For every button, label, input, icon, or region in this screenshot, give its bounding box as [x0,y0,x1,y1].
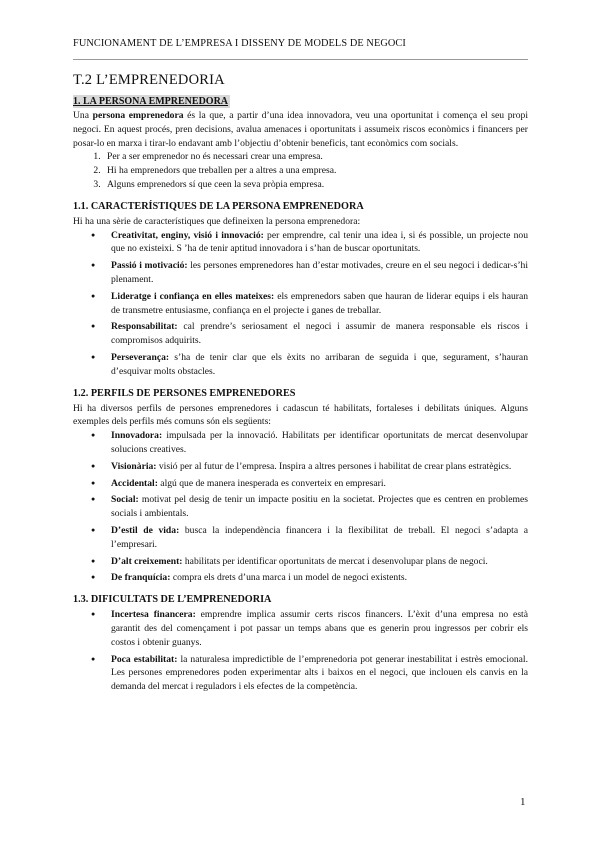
list-item: 2. Hi ha emprenedors que treballen per a altres a una empresa. [103,164,528,178]
section-1-2-heading: 1.2. PERFILS DE PERSONES EMPRENEDORES [73,387,296,399]
section-1-2-intro: Hi ha diversos perfils de persones emprenedores i cadascun té habilitats, fortaleses i debilitats úniques. Alguns exemples dels perfils més comuns són els següents: [73,402,528,428]
bullet-item: ● Social: motivat pel desig de tenir un impacte positiu en la societat. Projectes que es centren en problemes socials i ambientals. [111,493,528,521]
bullet-item: ● Passió i motivació: les persones emprenedores han d’estar motivades, creure en el seu negoci i dedicar-s’hi plenament. [111,259,528,287]
bullet-item: ● D’estil de vida: busca la independència financera i la flexibilitat de treball. El negoci s’adapta a l’empresari. [111,524,528,552]
section-1-3-heading: 1.3. DIFICULTATS DE L’EMPRENEDORIA [73,594,272,606]
bullet-item: ● Incertesa financera: emprendre implica assumir certs riscos financers. L’èxit d’una empresa no està garantit des del començament i pot passar un temps abans que es generin prou ingressos per cobrir els costos i obtenir guanys. [111,608,528,649]
section-1-1-heading: 1.1. CARACTERÍSTIQUES DE LA PERSONA EMPRENEDORA [73,200,364,212]
list-item: 1. Per a ser emprenedor no és necessari crear una empresa. [103,150,528,164]
bullet-item: ● D’alt creixement: habilitats per identificar oportunitats de mercat i desenvolupar plans de negoci. [111,555,528,569]
bullet-item: ● Creativitat, enginy, visió i innovació: per emprendre, cal tenir una idea i, si és possible, un projecte nou que no existeixi. S ’ha de tenir aptitud innovadora i s’han de buscar oportunitats. [111,229,528,257]
list-item: 3. Alguns emprenedors sí que ceen la seva pròpia empresa. [103,178,528,192]
bullet-item: ● Lideratge i confiança en elles mateixes: els emprenedors saben que hauran de liderar equips i els hauran de transmetre entusiasme, confiança en el projecte i ganes de treballar. [111,290,528,318]
profiles-list [73,429,528,585]
header-divider [73,59,528,60]
bullet-item: ● Perseverança: s’ha de tenir clar que els èxits no arribaran de seguida i que, segurament, s’hauran d’esquivar molts obstacles. [111,351,528,379]
bullet-item: ● Innovadora: impulsada per la innovació. Habilitats per identificar oportunitats de mercat desenvolupar solucions creatives. [111,429,528,457]
difficulties-list [73,608,528,694]
characteristics-list [73,229,528,379]
main-title: T.2 L’EMPRENEDORIA [73,72,225,88]
bullet-item: ● Responsabilitat: cal prendre’s seriosament el negoci i assumir de manera responsable els riscos i compromisos adquirits. [111,320,528,348]
document-body [73,72,528,697]
page-number: 1 [520,796,526,808]
bullet-item: ● Accidental: algú que de manera inesperada es converteix en empresari. [111,477,528,491]
section-1-list [73,150,528,191]
section-1-heading: 1. LA PERSONA EMPRENEDORA [73,96,229,107]
bullet-item: ● Poca estabilitat: la naturalesa impredictible de l’emprenedoria pot generar inestabilitat i estrès emocional. Les persones emprenedores poden experimentar alts i baixos en el negoci, que inclouen els canvis en la demanda del mercat i reguladors i els efectes de la competència. [111,653,528,694]
section-1-intro: Una persona emprenedora és la que, a partir d’una idea innovadora, veu una oportunitat i comença el seu propi negoci. En aquest procés, pren decisions, avalua amenaces i oportunitats i assumeix riscos econòmics i financers per posar-lo en marxa i tirar-lo endavant amb l’objectiu d’obtenir beneficis, tant econòmics com socials. [73,110,528,149]
running-header: FUNCIONAMENT DE L’EMPRESA I DISSENY DE MODELS DE NEGOCI [73,38,406,49]
bullet-item: ● De franquícia: compra els drets d’una marca i un model de negoci existents. [111,571,528,585]
section-1-1-intro: Hi ha una sèrie de característiques que defineixen la persona emprenedora: [73,215,361,227]
bullet-item: ● Visionària: visió per al futur de l’empresa. Inspira a altres persones i habilitat de crear plans estratègics. [111,460,528,474]
